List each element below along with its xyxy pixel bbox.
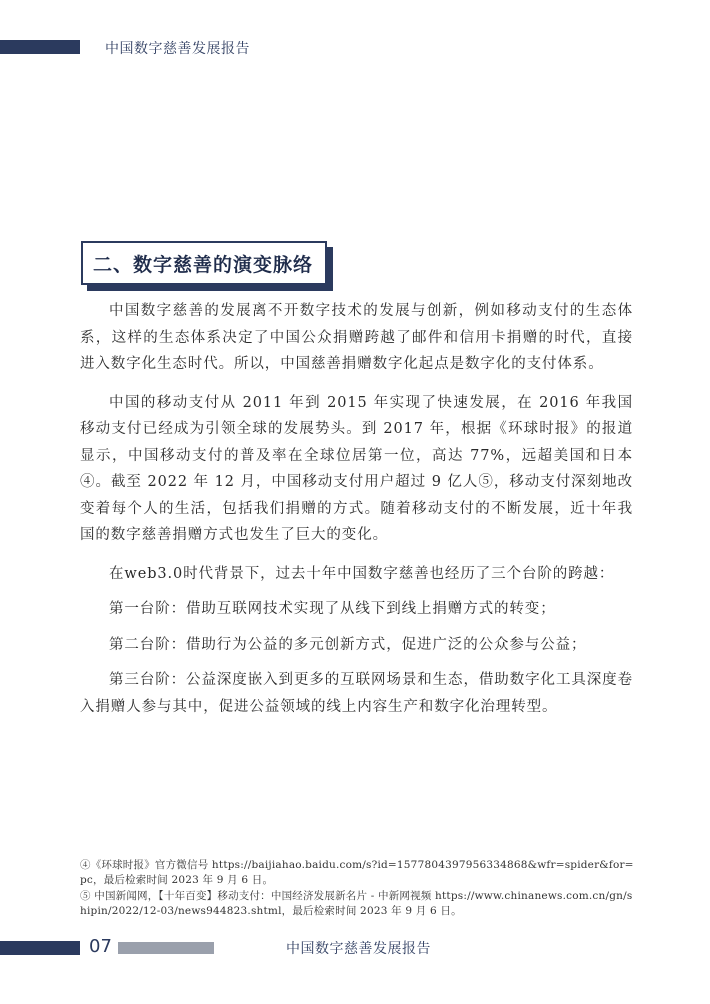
footnotes	[80, 858, 636, 920]
header-title: 中国数字慈善发展报告	[105, 41, 250, 57]
footer-title: 中国数字慈善发展报告	[286, 941, 431, 957]
paragraph: 中国的移动支付从 2011 年到 2015 年实现了快速发展，在 2016 年我国移动支付已经成为引领全球的发展势头。到 2017 年，根据《环球时报》的报道显示，中国移动支付的普及率在全球位居第一位，高达 77%，远超美国和日本④。截至 2022 年 12 月，中国移动支付用户超过 9 亿人⑤，移动支付深刻地改变着每个人的生活，包括我们捐赠的方式。随着移动支付的不断发展，近十年我国的数字慈善捐赠方式也发生了巨大的变化。	[80, 394, 633, 543]
footer-gray-bar	[118, 942, 214, 954]
section-title-box	[81, 241, 327, 285]
header-accent-bar	[0, 40, 80, 54]
footnote: ④《环球时报》官方微信号 https://baijiahao.baidu.com/s?id=1577804397956334868&wfr=spider&for=pc，最后检索时间 2023 年 9 月 6 日。	[80, 859, 634, 886]
paragraph: 中国数字慈善的发展离不开数字技术的发展与创新，例如移动支付的生态体系，这样的生态体系决定了中国公众捐赠跨越了邮件和信用卡捐赠的时代，直接进入数字化生态时代。所以，中国慈善捐赠数字化起点是数字化的支付体系。	[80, 303, 633, 372]
step-item: 第三台阶：公益深度嵌入到更多的互联网场景和生态，借助数字化工具深度卷入捐赠人参与其中，促进公益领域的线上内容生产和数字化治理转型。	[80, 672, 633, 715]
paragraph: 在web3.0时代背景下，过去十年中国数字慈善也经历了三个台阶的跨越：	[109, 565, 615, 582]
step-item: 第一台阶：借助互联网技术实现了从线下到线上捐赠方式的转变；	[109, 601, 556, 617]
footer-accent-bar	[0, 941, 80, 955]
footnote: ⑤ 中国新闻网，【十年百变】移动支付：中国经济发展新名片 - 中新网视频 https://www.chinanews.com.cn/gn/shipin/2022/12-03/news944823.shtml，最后检索时间 2023 年 9 月 6 日。	[80, 890, 633, 917]
step-item: 第二台阶：借助行为公益的多元创新方式，促进广泛的公众参与公益；	[109, 636, 587, 653]
body-text	[80, 298, 633, 729]
page-number: 07	[89, 936, 112, 957]
section-title: 二、数字慈善的演变脉络	[93, 253, 314, 276]
